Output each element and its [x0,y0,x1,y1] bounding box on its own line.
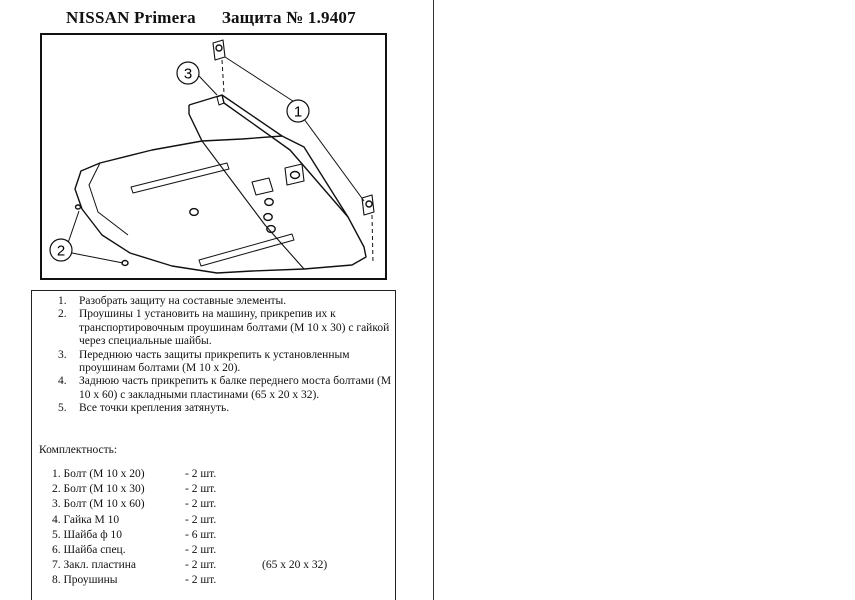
dashed-guides [222,60,373,263]
kit-item [52,498,382,513]
step-number: 2. [58,308,67,321]
callout-1 [287,100,309,122]
step-number: 1. [58,295,67,307]
kit-item [52,483,382,498]
svg-text:3: 3 [183,65,193,83]
kit-item [52,574,382,589]
svg-text:2: 2 [56,242,66,260]
kit-item-name: 4. Гайка М 10 [52,513,120,526]
kit-item-qty: - 2 шт. [185,543,217,556]
kit-item-note: (65 х 20 х 32) [262,559,328,572]
kit-item-name: 8. Проушины [52,574,118,587]
step-number: 3. [58,348,67,361]
kit-list [52,468,382,590]
callout-3 [177,62,199,84]
kit-item-qty: - 2 шт. [185,559,217,572]
step-text: Разобрать защиту на составные элементы. [79,295,287,307]
kit-item-qty: - 2 шт. [185,574,217,587]
kit-item [52,544,382,559]
step-number: 4. [58,375,67,388]
step-item [58,402,394,415]
step-item [58,295,394,308]
kit-title: Комплектность: [39,444,118,456]
step-item [58,308,394,348]
kit-item-name: 2. Болт (М 10 х 30) [52,483,145,496]
assembly-diagram [40,33,387,280]
model-name: NISSAN Primera [66,8,196,27]
instructions-box [31,290,396,600]
kit-item-name: 3. Болт (М 10 х 60) [52,498,145,511]
step-text: Проушины 1 установить на машину, прикрепив их к транспортировочным проушинам болтами (М 10 х 30) с гайкой через специальные шайбы. [79,308,390,348]
assembly-steps [58,295,394,416]
kit-item [52,559,382,574]
kit-item-name: 5. Шайба ф 10 [52,528,123,541]
svg-text:1: 1 [293,103,303,121]
page-divider [433,0,434,600]
step-item [58,349,394,376]
kit-item-name: 1. Болт (М 10 х 20) [52,468,145,480]
kit-item-qty: - 2 шт. [185,498,217,511]
step-text: Все точки крепления затянуть. [79,402,230,415]
kit-item-qty: - 6 шт. [185,528,217,541]
part-code: Защита № 1.9407 [221,8,356,27]
kit-item [52,468,382,483]
page-title [66,8,356,28]
kit-item [52,529,382,544]
kit-item-qty: - 2 шт. [185,483,217,496]
kit-item-name: 7. Закл. пластина [52,559,136,572]
kit-item-name: 6. Шайба спец. [52,543,126,556]
skid-plate-outline [75,40,374,273]
step-text: Заднюю часть прикрепить к балке переднего моста болтами (М 10 х 60) с закладными пластинами (65 х 20 х 32). [79,375,392,401]
kit-item-qty: - 2 шт. [185,513,217,526]
step-number: 5. [58,402,67,415]
callout-2 [50,239,72,261]
skid-plate-drawing [42,35,385,278]
step-item [58,375,394,402]
kit-item [52,514,382,529]
kit-item-qty: - 2 шт. [185,468,217,480]
step-text: Переднюю часть защиты прикрепить к установленным проушинам болтами (М 10 х 20). [79,348,350,375]
